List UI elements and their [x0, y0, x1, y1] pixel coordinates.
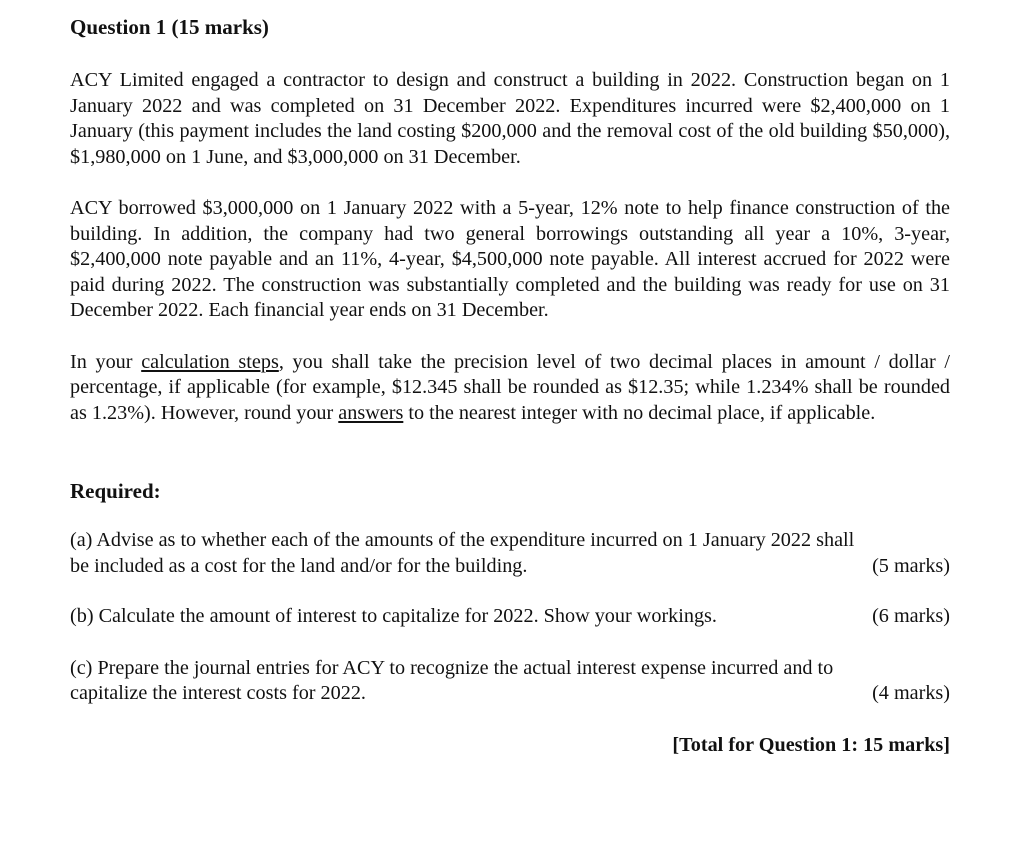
rounding-text-part2: , you shall take the precision level of two decimal places in amount / dollar / percentage, if applicable (for example, $12.345 shall be rounded as $12.35; while 1.234% shall be rounded as 1.23%). However, round your	[70, 350, 950, 424]
item-b-marks: (6 marks)	[872, 605, 950, 627]
scenario-paragraph-borrowings: ACY borrowed $3,000,000 on 1 January 2022 with a 5-year, 12% note to help finance construction of the building. In addition, the company had two general borrowings outstanding all year a 10%, 3-year, $2,400,000 note payable and an 11%, 4-year, $4,500,000 note payable. All interest accrued for 2022 were paid during 2022. The construction was substantially completed and the building was ready for use on 31 December 2022. Each financial year ends on 31 December.	[70, 197, 950, 321]
item-c-marks: (4 marks)	[872, 682, 950, 704]
total-marks: [Total for Question 1: 15 marks]	[672, 733, 950, 756]
item-b-text: (b) Calculate the amount of interest to capitalize for 2022. Show your workings.	[70, 605, 717, 627]
item-a-line2: be included as a cost for the land and/or for the building.	[70, 554, 528, 577]
required-item-a	[70, 528, 950, 579]
scenario-paragraph-expenditures: ACY Limited engaged a contractor to design and construct a building in 2022. Construction began on 1 January 2022 and was completed on 31 December 2022. Expenditures incurred were $2,400,000 on 1 January (this payment includes the land costing $200,000 and the removal cost of the old building $50,000), $1,980,000 on 1 June, and $3,000,000 on 31 December.	[70, 69, 950, 168]
required-heading: Required:	[70, 479, 161, 503]
item-a-line1: (a) Advise as to whether each of the amounts of the expenditure incurred on 1 January 2022 shall	[70, 529, 855, 551]
question-document	[70, 10, 950, 758]
question-title: Question 1 (15 marks)	[70, 15, 269, 39]
item-a-line2-row	[70, 554, 950, 580]
rounding-text-part3: to the nearest integer with no decimal place, if applicable.	[403, 401, 876, 424]
required-item-c	[70, 656, 950, 707]
required-item-b	[70, 604, 950, 630]
answers-underlined: answers	[338, 401, 404, 424]
item-c-line2-row	[70, 681, 950, 707]
item-c-line2: capitalize the interest costs for 2022.	[70, 682, 366, 704]
rounding-instructions-paragraph	[70, 350, 950, 427]
item-c-line1: (c) Prepare the journal entries for ACY to recognize the actual interest expense incurred and to	[70, 656, 834, 679]
item-b-row	[70, 604, 950, 630]
rounding-text-part1: In your	[70, 350, 142, 373]
item-a-marks: (5 marks)	[872, 554, 950, 577]
calculation-steps-underlined: calculation steps	[141, 350, 279, 373]
